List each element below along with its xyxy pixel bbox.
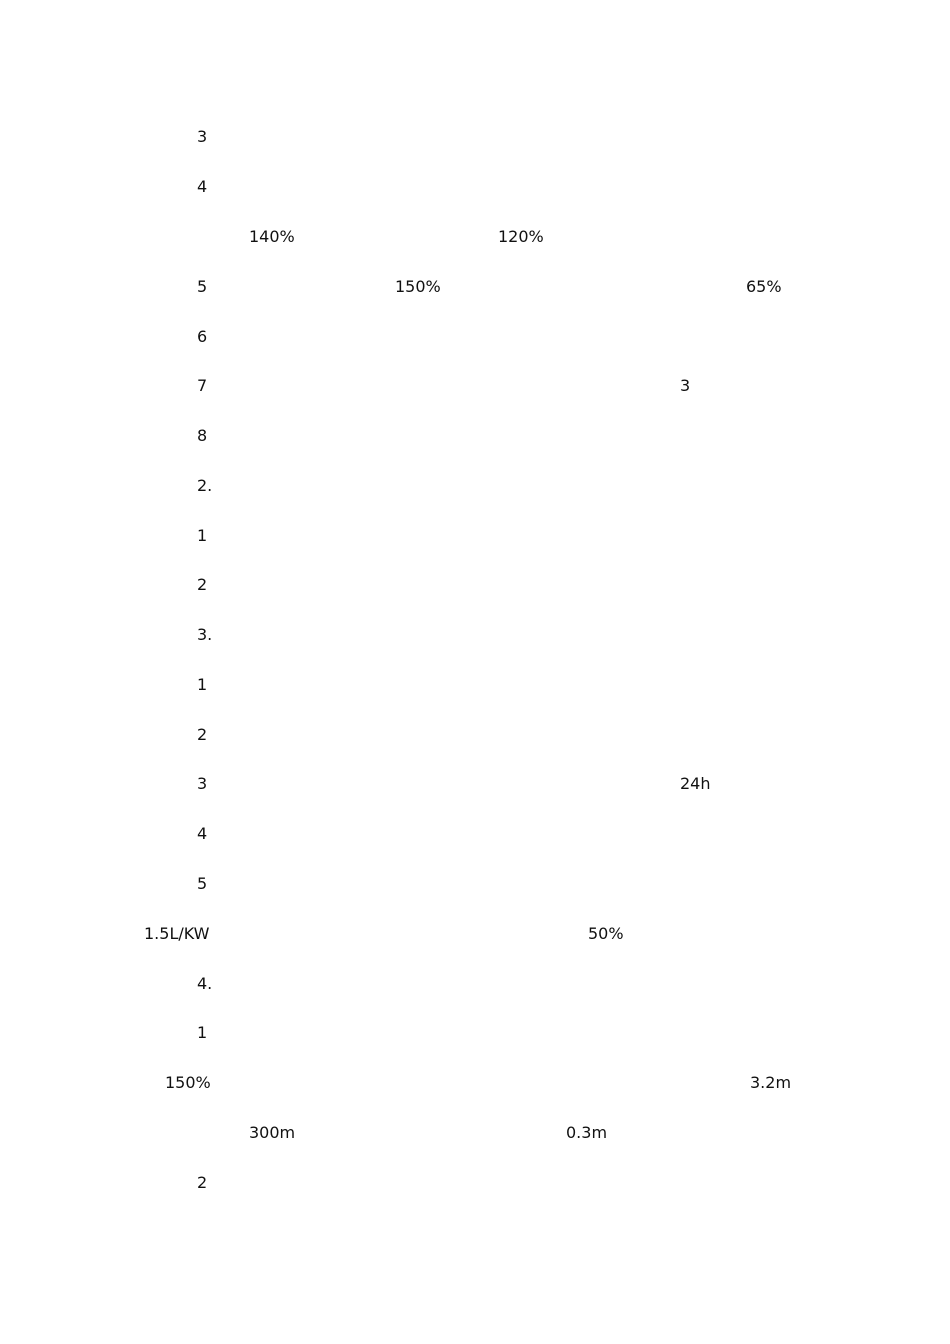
list-number: 2 (197, 725, 208, 744)
text-line (0, 125, 950, 149)
section-number: 3. (197, 625, 213, 644)
value-text: 0.3m (566, 1123, 608, 1142)
text-line (0, 225, 950, 249)
text-line (0, 474, 950, 498)
list-number: 2 (197, 575, 208, 594)
list-number: 5 (197, 874, 208, 893)
list-number: 4 (197, 824, 208, 843)
value-text: 3.2m (750, 1073, 792, 1092)
text-line (0, 325, 950, 349)
list-number: 1 (197, 1023, 208, 1042)
text-line (0, 822, 950, 846)
text-line (0, 1071, 950, 1095)
list-number: 6 (197, 327, 208, 346)
text-line (0, 424, 950, 448)
list-number: 1 (197, 526, 208, 545)
text-line (0, 1121, 950, 1145)
list-number: 8 (197, 426, 208, 445)
text-line (0, 1171, 950, 1195)
value-text: 1.5L/KW (144, 924, 210, 943)
text-line (0, 723, 950, 747)
value-text: 300m (249, 1123, 296, 1142)
section-number: 2. (197, 476, 213, 495)
value-text: 24h (680, 774, 711, 793)
text-line (0, 175, 950, 199)
text-line (0, 872, 950, 896)
list-number: 1 (197, 675, 208, 694)
text-line (0, 922, 950, 946)
text-line (0, 524, 950, 548)
text-line (0, 972, 950, 996)
value-text: 120% (498, 227, 544, 246)
list-number: 3 (197, 774, 208, 793)
value-text: 3 (680, 376, 691, 395)
text-line (0, 1021, 950, 1045)
text-line (0, 623, 950, 647)
value-text: 50% (588, 924, 624, 943)
list-number: 4 (197, 177, 208, 196)
value-text: 65% (746, 277, 782, 296)
list-number: 7 (197, 376, 208, 395)
value-text: 140% (249, 227, 295, 246)
value-text: 150% (395, 277, 441, 296)
value-text: 150% (165, 1073, 211, 1092)
text-line (0, 673, 950, 697)
list-number: 3 (197, 127, 208, 146)
list-number: 2 (197, 1173, 208, 1192)
section-number: 4. (197, 974, 213, 993)
text-line (0, 772, 950, 796)
list-number: 5 (197, 277, 208, 296)
text-line (0, 573, 950, 597)
text-line (0, 275, 950, 299)
text-line (0, 374, 950, 398)
